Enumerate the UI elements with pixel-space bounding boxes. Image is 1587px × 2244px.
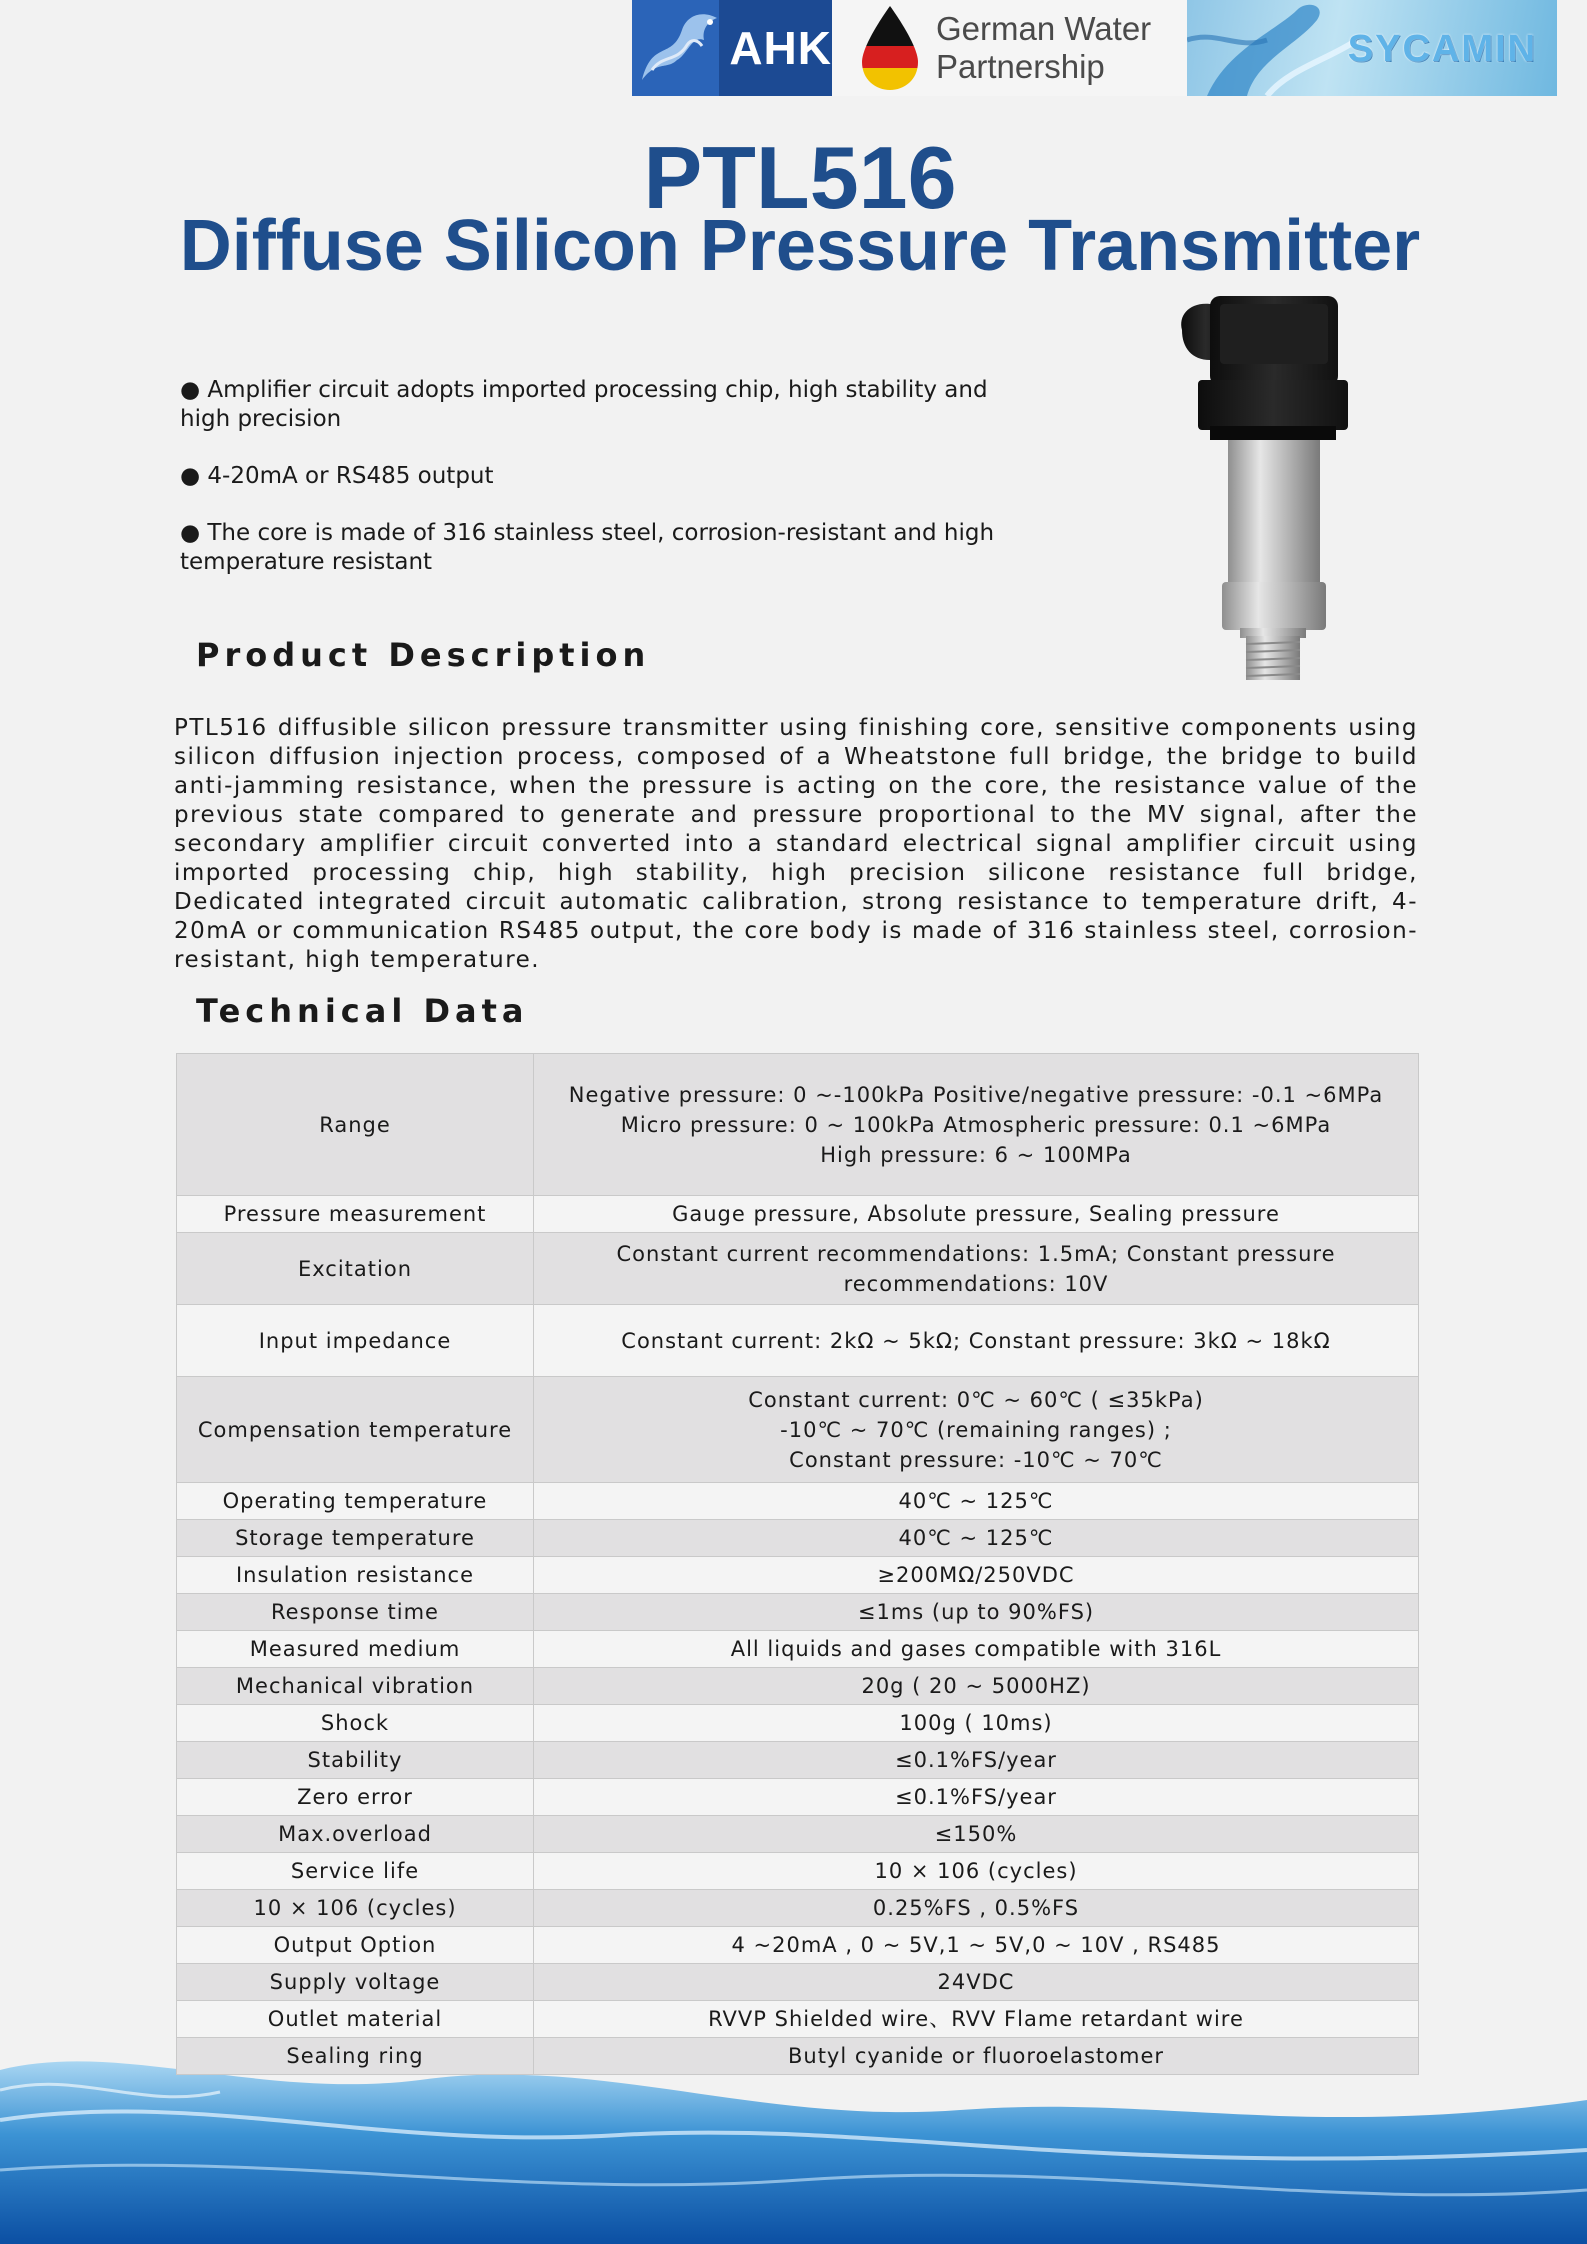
spec-key-cell: Compensation temperature xyxy=(177,1377,534,1483)
spec-value-line: RVVP Shielded wire、RVV Flame retardant wire xyxy=(708,2007,1244,2031)
product-model-title: PTL516 xyxy=(643,128,957,227)
spec-value-line: Gauge pressure, Absolute pressure, Sealing pressure xyxy=(672,1202,1280,1226)
spec-value-line: 100g ( 10ms) xyxy=(899,1711,1053,1735)
spec-value-line: recommendations: 10V xyxy=(843,1271,1109,1296)
spec-key-cell: Output Option xyxy=(177,1927,534,1964)
spec-value-line: 10 × 106 (cycles) xyxy=(874,1859,1078,1883)
spec-value-line: Constant pressure: -10℃ ~ 70℃ xyxy=(789,1447,1163,1472)
table-row xyxy=(177,2001,1419,2038)
technical-data-heading: Technical Data xyxy=(196,992,529,1030)
sycamin-text: SYCAMIN xyxy=(1347,28,1537,70)
spec-value-line: ≤1ms (up to 90%FS) xyxy=(857,1600,1095,1624)
table-row xyxy=(177,1377,1419,1483)
feature-item: ● The core is made of 316 stainless steel, corrosion-resistant and high temperature resistant xyxy=(180,520,995,575)
spec-key-cell: Supply voltage xyxy=(177,1964,534,2001)
spec-value-line: -10℃ ~ 70℃ (remaining ranges) ; xyxy=(780,1417,1172,1442)
table-row xyxy=(177,1233,1419,1305)
ahk-text: AHK xyxy=(729,22,832,74)
spec-value-line: 20g ( 20 ~ 5000HZ) xyxy=(861,1674,1091,1698)
spec-value-line: High pressure: 6 ~ 100MPa xyxy=(820,1142,1132,1167)
table-row xyxy=(177,1594,1419,1631)
table-row xyxy=(177,1964,1419,2001)
spec-key-cell: Zero error xyxy=(177,1779,534,1816)
spec-value-line: 40℃ ~ 125℃ xyxy=(898,1526,1054,1550)
spec-key-cell: Pressure measurement xyxy=(177,1196,534,1233)
table-row xyxy=(177,1483,1419,1520)
flag-drop-icon xyxy=(854,0,926,96)
logo-bar xyxy=(632,0,1557,96)
spec-value-line: Butyl cyanide or fluoroelastomer xyxy=(787,2044,1165,2068)
spec-value-cell xyxy=(534,1557,1419,1594)
table-row xyxy=(177,1054,1419,1196)
spec-value-cell xyxy=(534,1594,1419,1631)
spec-value-line: Constant current: 0℃ ~ 60℃ ( ≤35kPa) xyxy=(748,1387,1204,1412)
pressure-transmitter-image xyxy=(1170,290,1390,690)
spec-key-cell: Mechanical vibration xyxy=(177,1668,534,1705)
spec-value-line: Negative pressure: 0 ~-100kPa Positive/negative pressure: -0.1 ~6MPa xyxy=(568,1082,1384,1107)
table-row xyxy=(177,1890,1419,1927)
feature-list xyxy=(180,376,1010,605)
spec-key-cell: 10 × 106 (cycles) xyxy=(177,1890,534,1927)
spec-key-cell: Insulation resistance xyxy=(177,1557,534,1594)
spec-key-cell: Operating temperature xyxy=(177,1483,534,1520)
spec-value-cell xyxy=(534,1668,1419,1705)
table-row xyxy=(177,1668,1419,1705)
spec-value-line: Constant current: 2kΩ ~ 5kΩ; Constant pressure: 3kΩ ~ 18kΩ xyxy=(621,1328,1331,1353)
spec-value-cell xyxy=(534,1305,1419,1377)
spec-value-line: 40℃ ~ 125℃ xyxy=(898,1489,1054,1513)
product-description-heading: Product Description xyxy=(196,636,651,674)
spec-key-cell: Service life xyxy=(177,1853,534,1890)
spec-key-cell: Outlet material xyxy=(177,2001,534,2038)
spec-value-line: Micro pressure: 0 ~ 100kPa Atmospheric pressure: 0.1 ~6MPa xyxy=(620,1112,1332,1137)
spec-value-cell xyxy=(534,1196,1419,1233)
sycamin-logo xyxy=(1187,0,1557,96)
gwp-text xyxy=(936,10,1151,86)
spec-value-cell xyxy=(534,1779,1419,1816)
spec-value-cell xyxy=(534,1483,1419,1520)
spec-value-cell xyxy=(534,1233,1419,1305)
spec-value-cell xyxy=(534,1520,1419,1557)
table-row xyxy=(177,1853,1419,1890)
spec-value-cell xyxy=(534,2038,1419,2075)
table-row xyxy=(177,1196,1419,1233)
product-name-title: Diffuse Silicon Pressure Transmitter xyxy=(179,206,1421,286)
spec-value-line: Constant current recommendations: 1.5mA; Constant pressure xyxy=(616,1241,1336,1266)
table-row xyxy=(177,1305,1419,1377)
table-row xyxy=(177,1779,1419,1816)
table-row xyxy=(177,1520,1419,1557)
feature-item: ● Amplifier circuit adopts imported processing chip, high stability and high precision xyxy=(180,377,988,432)
spec-value-line: All liquids and gases compatible with 316L xyxy=(730,1637,1222,1661)
gwp-line-1: German Water xyxy=(936,10,1152,47)
table-row xyxy=(177,1557,1419,1594)
table-row xyxy=(177,1927,1419,1964)
product-description-text: PTL516 diffusible silicon pressure transmitter using finishing core, sensitive components using silicon diffusion injection process, composed of a Wheatstone full bridge, the bridge to build anti-jamming resistance, when the pressure is acting on the core, the resistance value of the previous state compared to generate and pressure proportional to the MV signal, after the secondary amplifier circuit converted into a standard electrical signal amplifier circuit using imported processing chip, high stability, high precision silicone resistance full bridge, Dedicated integrated circuit automatic calibration, strong resistance to temperature drift, 4-20mA or communication RS485 output, the core body is made of 316 stainless steel, corrosion-resistant, high temperature. xyxy=(174,715,1418,973)
gwp-line-2: Partnership xyxy=(936,48,1105,85)
spec-key-cell: Storage temperature xyxy=(177,1520,534,1557)
spec-key-cell: Sealing ring xyxy=(177,2038,534,2075)
spec-key-cell: Stability xyxy=(177,1742,534,1779)
spec-value-line: ≤0.1%FS/year xyxy=(895,1785,1057,1809)
spec-value-cell xyxy=(534,1377,1419,1483)
technical-data-table xyxy=(176,1053,1419,2075)
spec-value-cell xyxy=(534,1631,1419,1668)
dragon-icon xyxy=(632,0,719,96)
spec-value-cell xyxy=(534,1705,1419,1742)
ahk-logo xyxy=(632,0,832,96)
spec-key-cell: Response time xyxy=(177,1594,534,1631)
spec-value-cell xyxy=(534,2001,1419,2038)
spec-key-cell: Max.overload xyxy=(177,1816,534,1853)
spec-value-line: 4 ~20mA , 0 ~ 5V,1 ~ 5V,0 ~ 10V , RS485 xyxy=(731,1933,1221,1957)
table-row xyxy=(177,1705,1419,1742)
german-water-partnership-logo xyxy=(832,0,1187,96)
spec-key-cell: Measured medium xyxy=(177,1631,534,1668)
table-row xyxy=(177,1742,1419,1779)
spec-value-cell xyxy=(534,1742,1419,1779)
spec-value-line: ≤150% xyxy=(934,1822,1018,1846)
spec-value-line: 0.25%FS , 0.5%FS xyxy=(872,1896,1080,1920)
spec-value-line: 24VDC xyxy=(937,1970,1015,1994)
table-row xyxy=(177,1816,1419,1853)
spec-key-cell: Shock xyxy=(177,1705,534,1742)
spec-value-cell xyxy=(534,1964,1419,2001)
spec-value-cell xyxy=(534,1816,1419,1853)
spec-value-cell xyxy=(534,1890,1419,1927)
technical-data-table-body xyxy=(177,1054,1419,2075)
spec-key-cell: Range xyxy=(177,1054,534,1196)
spec-key-cell: Excitation xyxy=(177,1233,534,1305)
spec-value-cell xyxy=(534,1927,1419,1964)
spec-value-line: ≤0.1%FS/year xyxy=(895,1748,1057,1772)
table-row xyxy=(177,1631,1419,1668)
spec-value-line: ≥200MΩ/250VDC xyxy=(877,1563,1075,1587)
spec-value-cell xyxy=(534,1054,1419,1196)
spec-value-cell xyxy=(534,1853,1419,1890)
table-row xyxy=(177,2038,1419,2075)
spec-key-cell: Input impedance xyxy=(177,1305,534,1377)
feature-item: ● 4-20mA or RS485 output xyxy=(180,463,494,489)
